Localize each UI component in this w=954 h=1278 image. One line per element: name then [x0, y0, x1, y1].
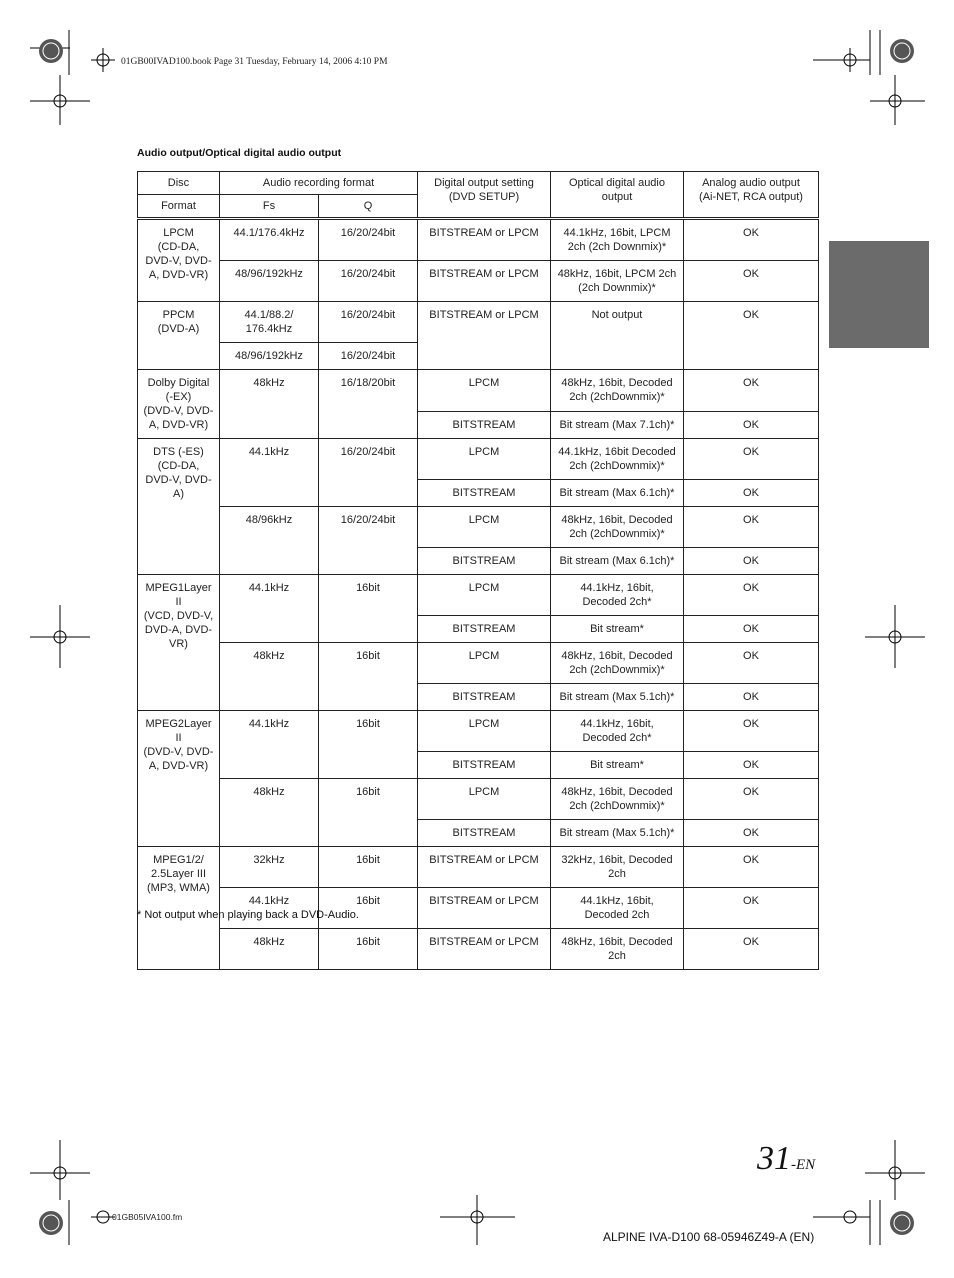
fs-cell: 48kHz [220, 779, 319, 847]
table-row [138, 575, 819, 616]
optical-cell: Bit stream (Max 5.1ch)* [551, 684, 684, 711]
registration-target-right-mid [865, 605, 925, 668]
table-row [138, 507, 819, 548]
table-row [138, 929, 819, 970]
optical-cell: 48kHz, 16bit, Decoded 2ch (2chDownmix)* [551, 370, 684, 412]
header-q: Q [319, 195, 418, 219]
table-row [138, 370, 819, 412]
header-audio-recording-format: Audio recording format [220, 172, 418, 195]
q-cell: 16/20/24bit [319, 439, 418, 507]
fs-cell: 44.1kHz [220, 575, 319, 643]
setting-cell: LPCM [418, 439, 551, 480]
model-code: ALPINE IVA-D100 68-05946Z49-A (EN) [603, 1230, 815, 1244]
page-number-suffix: -EN [791, 1157, 816, 1173]
setting-cell: BITSTREAM [418, 616, 551, 643]
setting-cell: LPCM [418, 370, 551, 412]
table-row [138, 643, 819, 684]
setting-cell: BITSTREAM or LPCM [418, 261, 551, 302]
table-row [138, 261, 819, 302]
q-cell: 16bit [319, 643, 418, 711]
analog-cell: OK [684, 411, 819, 438]
optical-cell: 44.1kHz, 16bit Decoded 2ch (2chDownmix)* [551, 439, 684, 480]
setting-cell: LPCM [418, 643, 551, 684]
fs-cell: 44.1/176.4kHz [220, 219, 319, 261]
analog-cell: OK [684, 684, 819, 711]
setting-cell: BITSTREAM or LPCM [418, 929, 551, 970]
setting-cell: BITSTREAM [418, 752, 551, 779]
q-cell: 16bit [319, 711, 418, 779]
optical-cell: Bit stream* [551, 752, 684, 779]
analog-cell: OK [684, 888, 819, 929]
fs-cell: 48kHz [220, 370, 319, 439]
setting-cell: LPCM [418, 779, 551, 820]
header-fs: Fs [220, 195, 319, 219]
q-cell: 16/18/20bit [319, 370, 418, 439]
format-cell: Dolby Digital (-EX) (DVD-V, DVD- A, DVD-VR) [138, 370, 220, 439]
setting-cell: BITSTREAM [418, 548, 551, 575]
optical-cell: 44.1kHz, 16bit, Decoded 2ch [551, 888, 684, 929]
header-analog-audio-output: Analog audio output (Ai-NET, RCA output) [684, 172, 819, 219]
optical-cell: 48kHz, 16bit, Decoded 2ch [551, 929, 684, 970]
setting-cell: BITSTREAM or LPCM [418, 302, 551, 370]
analog-cell: OK [684, 820, 819, 847]
optical-cell: 32kHz, 16bit, Decoded 2ch [551, 847, 684, 888]
page-number [757, 1140, 815, 1178]
optical-cell: Bit stream (Max 5.1ch)* [551, 820, 684, 847]
section-tab [829, 241, 929, 348]
analog-cell: OK [684, 575, 819, 616]
setting-cell: LPCM [418, 711, 551, 752]
setting-cell: BITSTREAM [418, 684, 551, 711]
header-digital-output-setting: Digital output setting (DVD SETUP) [418, 172, 551, 219]
optical-cell: Bit stream (Max 6.1ch)* [551, 548, 684, 575]
format-cell: LPCM (CD-DA, DVD-V, DVD- A, DVD-VR) [138, 219, 220, 302]
format-cell: MPEG1/2/ 2.5Layer III (MP3, WMA) [138, 847, 220, 970]
analog-cell: OK [684, 752, 819, 779]
q-cell: 16bit [319, 847, 418, 888]
analog-cell: OK [684, 643, 819, 684]
q-cell: 16bit [319, 888, 418, 929]
setting-cell: BITSTREAM [418, 411, 551, 438]
registration-target-top-left [39, 39, 115, 107]
section-title: Audio output/Optical digital audio output [137, 147, 342, 159]
q-cell: 16/20/24bit [319, 302, 418, 343]
analog-cell: OK [684, 370, 819, 412]
analog-cell: OK [684, 219, 819, 261]
fs-cell: 44.1kHz [220, 711, 319, 779]
fs-cell: 44.1kHz [220, 888, 319, 929]
optical-cell: 44.1kHz, 16bit, Decoded 2ch* [551, 575, 684, 616]
analog-cell: OK [684, 439, 819, 480]
table-row [138, 779, 819, 820]
header-optical-digital-audio-output: Optical digital audio output [551, 172, 684, 219]
audio-output-table [137, 171, 819, 970]
optical-cell: Bit stream (Max 6.1ch)* [551, 480, 684, 507]
q-cell: 16bit [319, 929, 418, 970]
page-number-value: 31 [757, 1140, 791, 1177]
table-row [138, 439, 819, 480]
registration-target-left-mid [30, 605, 90, 668]
registration-target-top-right [844, 39, 914, 107]
setting-cell: BITSTREAM [418, 480, 551, 507]
setting-cell: BITSTREAM or LPCM [418, 219, 551, 261]
setting-cell: BITSTREAM or LPCM [418, 888, 551, 929]
fs-cell: 44.1kHz [220, 439, 319, 507]
header-disc: Disc [138, 172, 220, 195]
format-cell: MPEG1Layer II (VCD, DVD-V, DVD-A, DVD- VR) [138, 575, 220, 711]
analog-cell: OK [684, 929, 819, 970]
table-row [138, 302, 819, 343]
analog-cell: OK [684, 711, 819, 752]
source-file-name: 01GB05IVA100.fm [112, 1212, 183, 1222]
setting-cell: BITSTREAM or LPCM [418, 847, 551, 888]
optical-cell: 48kHz, 16bit, Decoded 2ch (2chDownmix)* [551, 643, 684, 684]
optical-cell: 44.1kHz, 16bit, LPCM 2ch (2ch Downmix)* [551, 219, 684, 261]
fs-cell: 32kHz [220, 847, 319, 888]
fs-cell: 48kHz [220, 929, 319, 970]
q-cell: 16bit [319, 779, 418, 847]
fs-cell: 48/96kHz [220, 507, 319, 575]
q-cell: 16/20/24bit [319, 261, 418, 302]
registration-target-bottom-left [30, 1140, 115, 1245]
table-row [138, 847, 819, 888]
format-cell: PPCM (DVD-A) [138, 302, 220, 370]
table-row [138, 711, 819, 752]
registration-target-bottom-center [440, 1195, 515, 1245]
book-info: 01GB00IVAD100.book Page 31 Tuesday, February 14, 2006 4:10 PM [121, 57, 388, 67]
header-format: Format [138, 195, 220, 219]
format-cell: MPEG2Layer II (DVD-V, DVD- A, DVD-VR) [138, 711, 220, 847]
fs-cell: 48kHz [220, 643, 319, 711]
fs-cell: 48/96/192kHz [220, 261, 319, 302]
q-cell: 16/20/24bit [319, 219, 418, 261]
optical-cell: 48kHz, 16bit, LPCM 2ch (2ch Downmix)* [551, 261, 684, 302]
analog-cell: OK [684, 302, 819, 370]
setting-cell: BITSTREAM [418, 820, 551, 847]
optical-cell: Bit stream (Max 7.1ch)* [551, 411, 684, 438]
q-cell: 16/20/24bit [319, 507, 418, 575]
analog-cell: OK [684, 507, 819, 548]
optical-cell: 44.1kHz, 16bit, Decoded 2ch* [551, 711, 684, 752]
table-row [138, 219, 819, 261]
q-cell: 16bit [319, 575, 418, 643]
analog-cell: OK [684, 779, 819, 820]
optical-cell: 48kHz, 16bit, Decoded 2ch (2chDownmix)* [551, 779, 684, 820]
analog-cell: OK [684, 548, 819, 575]
footnote: * Not output when playing back a DVD-Audio. [137, 909, 359, 921]
analog-cell: OK [684, 616, 819, 643]
analog-cell: OK [684, 261, 819, 302]
optical-cell: Bit stream* [551, 616, 684, 643]
fs-cell: 44.1/88.2/ 176.4kHz [220, 302, 319, 343]
setting-cell: LPCM [418, 575, 551, 616]
optical-cell: Not output [551, 302, 684, 370]
registration-target-bottom-right [813, 1140, 925, 1245]
analog-cell: OK [684, 847, 819, 888]
setting-cell: LPCM [418, 507, 551, 548]
fs-cell: 48/96/192kHz [220, 343, 319, 370]
table-row [138, 888, 819, 929]
analog-cell: OK [684, 480, 819, 507]
q-cell: 16/20/24bit [319, 343, 418, 370]
optical-cell: 48kHz, 16bit, Decoded 2ch (2chDownmix)* [551, 507, 684, 548]
format-cell: DTS (-ES) (CD-DA, DVD-V, DVD- A) [138, 439, 220, 575]
